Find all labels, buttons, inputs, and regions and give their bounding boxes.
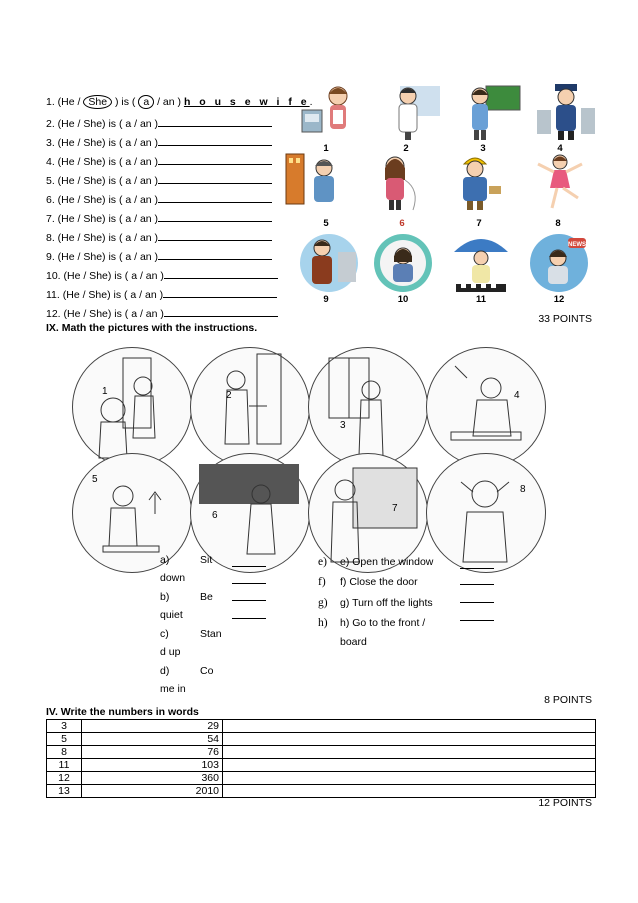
instruction-letter: f)	[318, 576, 326, 588]
answer-cell[interactable]	[223, 746, 596, 759]
instruction-text: h) Go to the front /	[340, 617, 426, 629]
answer-blank[interactable]	[158, 249, 272, 260]
sentence-line-8[interactable]: 8. (He / She) is ( a / an )	[46, 230, 272, 244]
scene-number: 1	[102, 386, 108, 397]
news-sign-text: NEWS	[568, 242, 586, 248]
number-cell: 5	[47, 733, 82, 746]
instruction-letter: a)	[160, 554, 170, 566]
answer-line[interactable]	[460, 602, 494, 603]
firefighter-picture	[284, 150, 346, 212]
table-row	[47, 733, 596, 746]
answer-blank[interactable]	[164, 268, 278, 279]
scene-picture-4	[426, 347, 546, 467]
builder-picture	[445, 150, 507, 212]
number-cell: 8	[47, 746, 82, 759]
dancer-picture	[530, 150, 592, 212]
instruction-word: Stan	[200, 628, 222, 640]
picture-number: 11	[475, 294, 487, 305]
scene-number: 6	[212, 510, 218, 521]
picture-number: 2	[403, 143, 409, 154]
instruction-word: me in	[160, 683, 186, 695]
instruction-letter: d)	[160, 665, 170, 677]
instruction-letter: e)	[318, 556, 327, 568]
instruction-letter: b)	[160, 591, 170, 603]
picture-number: 6	[399, 218, 405, 229]
table-row	[47, 759, 596, 772]
sentence-line-10[interactable]: 10. (He / She) is ( a / an )	[46, 268, 278, 282]
answer-line[interactable]	[460, 568, 494, 569]
sentence-line-11[interactable]: 11. (He / She) is ( a / an )	[46, 287, 277, 301]
teacher-picture	[460, 80, 522, 142]
answer-cell[interactable]	[223, 720, 596, 733]
answer-line[interactable]	[460, 584, 494, 585]
scene-number: 3	[340, 420, 346, 431]
answer-line[interactable]	[232, 618, 266, 619]
answer-blank[interactable]	[158, 211, 272, 222]
picture-number: 12	[553, 294, 565, 305]
section-ix-points: 8 POINTS	[544, 694, 592, 706]
sentence-line-1: 1. (He / She ) is ( a / an ) h o u s e w i f e.	[46, 96, 313, 108]
number-cell: 29	[82, 720, 223, 733]
picture-number: 1	[323, 143, 329, 154]
answer-cell[interactable]	[223, 785, 596, 798]
answer-line[interactable]	[232, 600, 266, 601]
numbers-table	[46, 719, 596, 798]
picture-number: 8	[555, 218, 561, 229]
answer-cell[interactable]	[223, 772, 596, 785]
sentence-line-9[interactable]: 9. (He / She) is ( a / an )	[46, 249, 272, 263]
answer-blank[interactable]	[163, 287, 277, 298]
scene-picture-1	[72, 347, 192, 467]
scene-picture-5	[72, 453, 192, 573]
section-ix-heading: IX. Math the pictures with the instructions.	[46, 322, 258, 334]
instruction-text: board	[340, 636, 367, 648]
answer-blank[interactable]	[164, 306, 278, 317]
answer-line[interactable]	[232, 566, 266, 567]
sentence-line-4[interactable]: 4. (He / She) is ( a / an )	[46, 154, 272, 168]
table-row	[47, 772, 596, 785]
number-cell: 103	[82, 759, 223, 772]
sentence-line-2[interactable]: 2. (He / She) is ( a / an )	[46, 116, 272, 130]
instruction-word: Be	[200, 591, 213, 603]
waiter-picture	[298, 232, 360, 294]
instruction-word: d up	[160, 646, 181, 658]
answer-blank[interactable]	[158, 230, 272, 241]
instruction-text: f) Close the door	[340, 576, 418, 588]
housewife-picture	[300, 80, 362, 142]
number-cell: 13	[47, 785, 82, 798]
answer-cell[interactable]	[223, 733, 596, 746]
picture-number: 9	[323, 294, 329, 305]
sentence-line-6[interactable]: 6. (He / She) is ( a / an )	[46, 192, 272, 206]
scene-number: 4	[514, 390, 520, 401]
section-iv-heading: IV. Write the numbers in words	[46, 706, 199, 718]
instruction-word: quiet	[160, 609, 183, 621]
scene-picture-8	[426, 453, 546, 573]
tennis-player-picture	[450, 232, 512, 294]
picture-number: 5	[323, 218, 329, 229]
scene-picture-2	[190, 347, 310, 467]
singer-picture	[365, 150, 427, 212]
number-cell: 3	[47, 720, 82, 733]
picture-number: 7	[476, 218, 482, 229]
secretary-picture	[372, 232, 434, 294]
instruction-text: e) Open the window	[340, 556, 434, 568]
scene-picture-7	[308, 453, 428, 573]
scene-number: 7	[392, 503, 398, 514]
picture-number: 3	[480, 143, 486, 154]
circled-pronoun: She	[83, 95, 112, 109]
scene-number: 8	[520, 484, 526, 495]
answer-blank[interactable]	[158, 173, 272, 184]
circled-article: a	[138, 95, 154, 109]
number-cell: 11	[47, 759, 82, 772]
sentence-line-12[interactable]: 12. (He / She) is ( a / an )	[46, 306, 278, 320]
number-cell: 2010	[82, 785, 223, 798]
number-cell: 12	[47, 772, 82, 785]
instruction-text: g) Turn off the lights	[340, 597, 433, 609]
sentence-line-5[interactable]: 5. (He / She) is ( a / an )	[46, 173, 272, 187]
answer-blank[interactable]	[158, 154, 272, 165]
picture-number: 10	[397, 294, 409, 305]
instruction-word: down	[160, 572, 186, 584]
answer-line[interactable]	[232, 583, 266, 584]
sentence-line-3[interactable]: 3. (He / She) is ( a / an )	[46, 135, 272, 149]
scene-number: 2	[226, 390, 232, 401]
answer-blank[interactable]	[158, 116, 272, 127]
number-cell: 54	[82, 733, 223, 746]
instruction-word: Co	[200, 665, 214, 677]
table-row	[47, 746, 596, 759]
instruction-letter: h)	[318, 617, 328, 629]
instruction-word: Sit	[200, 554, 213, 566]
scene-picture-3	[308, 347, 428, 467]
answer-blank[interactable]	[158, 192, 272, 203]
instruction-letter: c)	[160, 628, 169, 640]
table-row	[47, 720, 596, 733]
picture-number: 4	[557, 143, 563, 154]
instruction-letter: g)	[318, 597, 328, 609]
doctor-picture	[380, 80, 442, 142]
scene-number: 5	[92, 474, 98, 485]
answer-cell[interactable]	[223, 759, 596, 772]
number-cell: 360	[82, 772, 223, 785]
sentence-line-7[interactable]: 7. (He / She) is ( a / an )	[46, 211, 272, 225]
answer-blank[interactable]	[158, 135, 272, 146]
table-row	[47, 785, 596, 798]
section-vi-points: 33 POINTS	[538, 313, 592, 325]
number-cell: 76	[82, 746, 223, 759]
police-officer-picture	[535, 80, 597, 142]
example-answer: h o u s e w i f e	[183, 96, 310, 108]
answer-line[interactable]	[460, 620, 494, 621]
section-iv-points: 12 POINTS	[538, 797, 592, 809]
news-reporter-picture	[528, 232, 590, 294]
